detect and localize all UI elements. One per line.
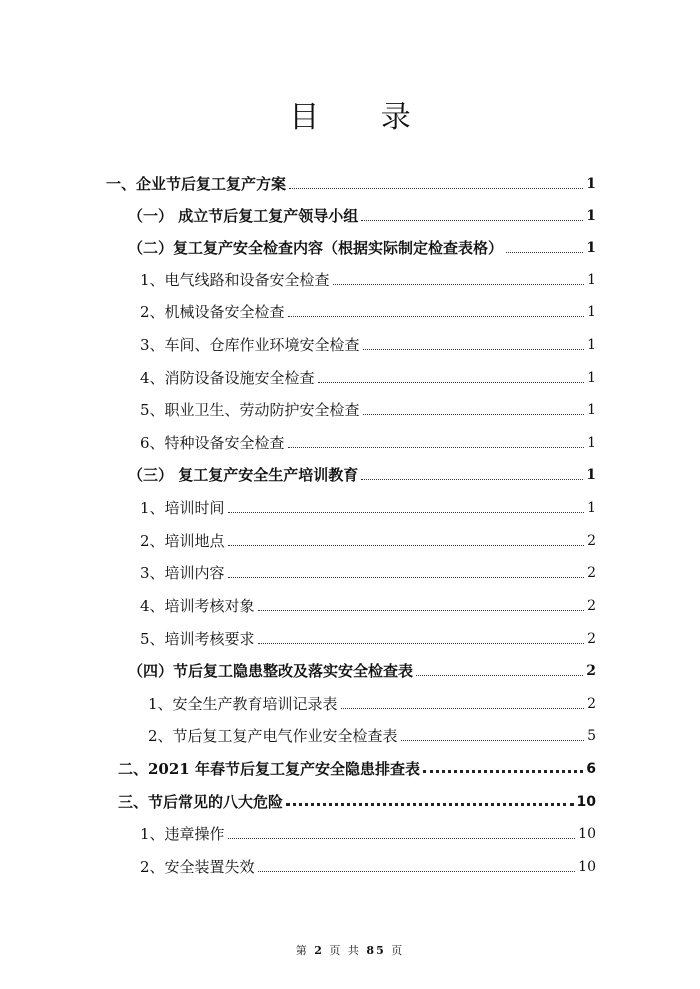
toc-entry[interactable]: [140, 820, 596, 844]
toc-entry-label: 4、培训考核对象: [140, 597, 255, 615]
toc-entry-label: （四）节后复工隐患整改及落实安全检查表: [128, 662, 414, 680]
toc-entry-label: 5、职业卫生、劳动防护安全检查: [140, 401, 360, 419]
toc-entry-page-number: 1: [587, 370, 596, 386]
toc-entry-label: 三、节后常见的八大危险: [118, 793, 284, 811]
toc-entry-page-number: 1: [587, 435, 596, 451]
toc-entry-page-number: 1: [587, 500, 596, 516]
toc-dot-leader: [286, 803, 574, 806]
toc-entry-label: 1、培训时间: [140, 499, 225, 517]
toc-dot-leader: [318, 382, 585, 383]
toc-dot-leader: [416, 675, 583, 676]
toc-entry-label: 3、车间、仓库作业环境安全检查: [140, 336, 360, 354]
toc-entry-page-number: 1: [586, 240, 596, 256]
footer-suffix: 页: [391, 944, 405, 957]
toc-entry-label: 一、企业节后复工复产方案: [106, 175, 287, 193]
toc-entry-page-number: 1: [587, 337, 596, 353]
toc-entry-label: 3、培训内容: [140, 564, 225, 582]
toc-dot-leader: [361, 479, 583, 480]
toc-entry-page-number: 2: [587, 565, 596, 581]
toc-entry-label: 二、2021 年春节后复工复产安全隐患排查表: [118, 760, 420, 778]
toc-entry[interactable]: [140, 266, 596, 290]
toc-entry-label: （二）复工复产安全检查内容（根据实际制定检查表格）: [128, 239, 504, 257]
toc-entry-label: 1、安全生产教育培训记录表: [148, 695, 338, 713]
toc-entry-page-number: 2: [587, 533, 596, 549]
toc-dot-leader: [258, 643, 585, 644]
toc-entry[interactable]: [140, 494, 596, 518]
toc-entry-label: 1、电气线路和设备安全检查: [140, 271, 330, 289]
toc-dot-leader: [228, 545, 585, 546]
toc-dot-leader: [333, 284, 585, 285]
toc-dot-leader: [423, 770, 583, 773]
toc-dot-leader: [341, 708, 585, 709]
toc-entry[interactable]: [140, 527, 596, 551]
toc-entry-page-number: 10: [578, 859, 596, 875]
toc-entry-label: 4、消防设备设施安全检查: [140, 369, 315, 387]
toc-entry-label: 5、培训考核要求: [140, 630, 255, 648]
toc-entry-page-number: 1: [586, 467, 596, 483]
toc-entry-page-number: 6: [586, 761, 596, 777]
toc-entry[interactable]: [106, 170, 596, 194]
footer-total-pages: 85: [366, 944, 386, 957]
footer-middle: 页 共: [329, 944, 361, 957]
toc-dot-leader: [258, 871, 576, 872]
toc-entry-page-number: 5: [587, 728, 596, 744]
toc-dot-leader: [363, 414, 585, 415]
toc-entry-label: 2、安全装置失效: [140, 858, 255, 876]
toc-dot-leader: [506, 252, 583, 253]
toc-entry[interactable]: [140, 592, 596, 616]
toc-entry[interactable]: [128, 202, 596, 226]
toc-entry[interactable]: [140, 298, 596, 322]
toc-entry[interactable]: [140, 853, 596, 877]
toc-entry[interactable]: [128, 234, 596, 258]
toc-entry[interactable]: [140, 559, 596, 583]
toc-entry[interactable]: [140, 331, 596, 355]
toc-entry-label: 2、机械设备安全检查: [140, 303, 285, 321]
toc-dot-leader: [401, 740, 585, 741]
toc-dot-leader: [288, 316, 585, 317]
toc-dot-leader: [361, 220, 583, 221]
toc-dot-leader: [228, 512, 585, 513]
toc-entry-page-number: 1: [586, 208, 596, 224]
toc-entry[interactable]: [140, 364, 596, 388]
toc-entry-page-number: 1: [586, 176, 596, 192]
toc-entry[interactable]: [148, 690, 596, 714]
toc-entry[interactable]: [128, 461, 596, 485]
toc-entry[interactable]: [128, 657, 596, 681]
toc-entry-label: 2、培训地点: [140, 532, 225, 550]
toc-dot-leader: [228, 577, 585, 578]
toc-entry-page-number: 1: [587, 304, 596, 320]
toc-entry-page-number: 2: [587, 631, 596, 647]
toc-entry[interactable]: [140, 396, 596, 420]
toc-entry-label: （一） 成立节后复工复产领导小组: [128, 207, 359, 225]
toc-dot-leader: [289, 188, 583, 189]
toc-entry-page-number: 2: [586, 663, 596, 679]
toc-entry-label: 1、违章操作: [140, 825, 225, 843]
footer-current-page: 2: [314, 944, 324, 957]
toc-dot-leader: [363, 349, 585, 350]
toc-title: 目 录: [289, 100, 437, 135]
toc-entry-page-number: 1: [587, 272, 596, 288]
toc-entry-page-number: 10: [578, 826, 596, 842]
toc-dot-leader: [228, 838, 576, 839]
toc-dot-leader: [258, 610, 585, 611]
toc-entry[interactable]: [118, 755, 596, 779]
toc-entry-page-number: 2: [587, 696, 596, 712]
toc-entry-page-number: 2: [587, 598, 596, 614]
toc-entry[interactable]: [140, 429, 596, 453]
toc-entry-page-number: 10: [576, 794, 596, 810]
footer-prefix: 第: [295, 944, 309, 957]
toc-dot-leader: [288, 447, 585, 448]
toc-entry-page-number: 1: [587, 402, 596, 418]
toc-entry[interactable]: [118, 788, 596, 812]
page-footer: [0, 942, 700, 958]
toc-entry-label: （三） 复工复产安全生产培训教育: [128, 466, 359, 484]
toc-entry-label: 6、特种设备安全检查: [140, 434, 285, 452]
toc-entry[interactable]: [140, 625, 596, 649]
toc-entry[interactable]: [148, 722, 596, 746]
toc-entry-label: 2、节后复工复产电气作业安全检查表: [148, 727, 398, 745]
